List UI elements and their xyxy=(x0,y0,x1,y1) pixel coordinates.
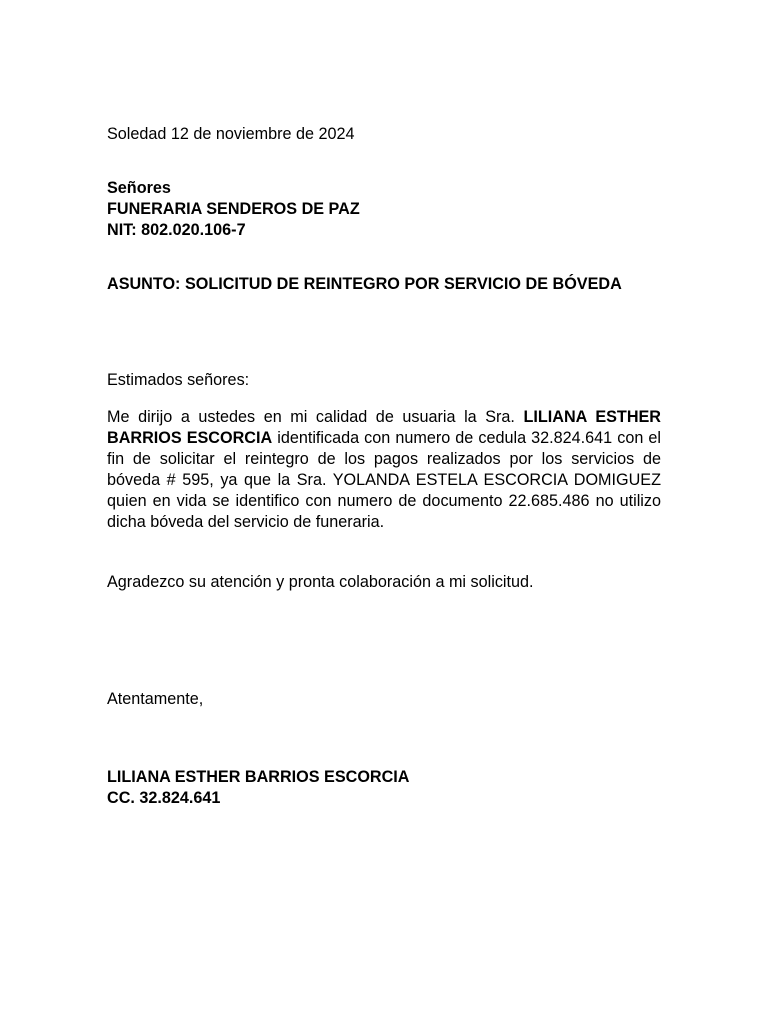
closing xyxy=(107,689,661,710)
recipient-company: FUNERARIA SENDEROS DE PAZ xyxy=(107,200,360,218)
signature-id: CC. 32.824.641 xyxy=(107,789,221,807)
signature-block xyxy=(107,767,661,809)
date-text: Soledad 12 de noviembre de 2024 xyxy=(107,125,355,143)
recipient-salutation-title: Señores xyxy=(107,179,171,197)
body-rest: identificada con numero de cedula 32.824.641 con el fin de solicitar el reintegro de los pagos realizados por los servicios de bóveda # 595, ya que la Sra. YOLANDA ESTELA ESCORCIA DOMIGUEZ quien en vida se identifico con numero de documento 22.685.486 no utilizo dicha bóveda del servicio de funeraria. xyxy=(107,429,661,531)
signature-name: LILIANA ESTHER BARRIOS ESCORCIA xyxy=(107,768,410,786)
recipient-nit: NIT: 802.020.106-7 xyxy=(107,221,246,239)
subject-line: ASUNTO: SOLICITUD DE REINTEGRO POR SERVICIO DE BÓVEDA xyxy=(107,275,622,293)
date-line xyxy=(107,124,661,145)
closing-text: Atentamente, xyxy=(107,690,204,708)
thanks-text: Agradezco su atención y pronta colaboración a mi solicitud. xyxy=(107,573,534,591)
body-paragraph xyxy=(107,407,661,533)
body-intro: Me dirijo a ustedes en mi calidad de usuaria la Sra. xyxy=(107,408,524,426)
thanks-paragraph xyxy=(107,572,661,593)
recipient-block xyxy=(107,178,661,241)
requester-name: LILIANA ESTHER BARRIOS ESCORCIA xyxy=(107,408,661,447)
greeting-text: Estimados señores: xyxy=(107,371,250,389)
greeting xyxy=(107,370,661,391)
